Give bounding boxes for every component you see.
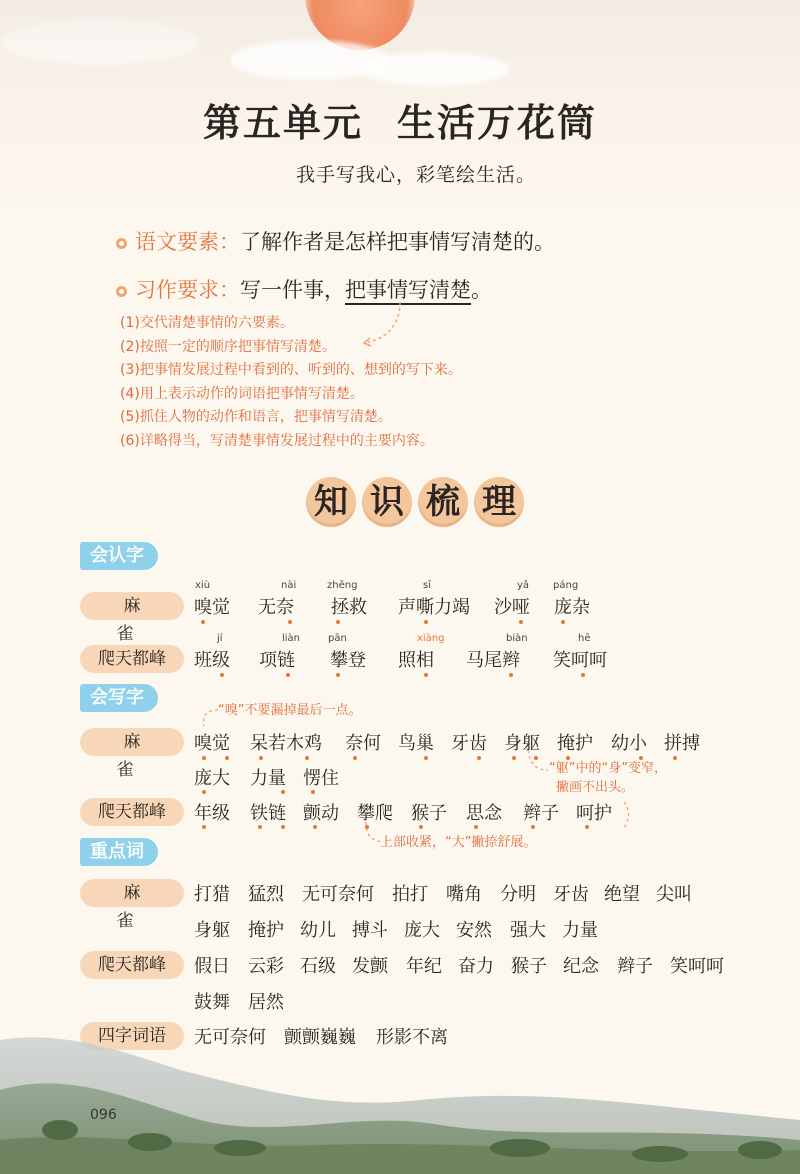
pinyin: xiù <box>195 580 211 591</box>
pinyin: páng <box>553 580 579 591</box>
vocab-word: 年级 <box>194 803 230 824</box>
vocab-word: 铁链 <box>250 803 286 824</box>
lesson-label-sparrow: 麻 雀 <box>80 879 184 907</box>
vocab-word: 猴子 <box>511 956 547 977</box>
requirement-language-element: 语文要素：了解作者是怎样把事情写清楚的。 <box>116 226 555 256</box>
vocab-word: 假日 <box>194 956 230 977</box>
pinyin: hē <box>578 633 591 644</box>
vocab-word: 打猎 <box>194 884 230 905</box>
note-line: (1)交代清楚事情的六要素。 <box>120 315 294 331</box>
vocab-word: 辫子 <box>523 803 559 824</box>
vocab-word: 力量 <box>562 920 598 941</box>
note-line: (5)抓住人物的动作和语言，把事情写清楚。 <box>120 409 392 425</box>
note-line: (3)把事情发展过程中看到的、听到的、想到的写下来。 <box>120 362 462 378</box>
vocab-word: 呵护 <box>576 803 612 824</box>
vocab-word: 鸟巢 <box>398 733 434 754</box>
vocab-word: 分明 <box>500 884 536 905</box>
annotation-line: 撇画不出头。 <box>556 780 635 795</box>
vocab-word: 云彩 <box>248 956 284 977</box>
vocab-word: 居然 <box>248 992 284 1013</box>
vocab-word: 拍打 <box>392 884 428 905</box>
vocab-word: 颤颤巍巍 <box>284 1027 356 1048</box>
vocab-word: 攀爬 <box>357 803 393 824</box>
note-line: (4)用上表示动作的词语把事情写清楚。 <box>120 385 364 402</box>
vocab-word: 形影不离 <box>376 1027 448 1048</box>
vocab-word: 牙齿 <box>451 733 487 754</box>
title-char: 理 <box>474 477 524 527</box>
tag-recognize-chars: 会认字 <box>80 542 158 570</box>
landscape-illustration <box>0 1030 800 1174</box>
title-char: 梳 <box>418 477 468 527</box>
vocab-word: 身躯 <box>504 733 540 754</box>
vocab-word: 奈何 <box>345 733 381 754</box>
vocab-word: 搏斗 <box>352 920 388 941</box>
vocab-word: 幼儿 <box>300 920 336 941</box>
vocab-word: 年纪 <box>406 956 442 977</box>
vocab-word: 辫子 <box>617 956 653 977</box>
tag-write-chars: 会写字 <box>80 684 158 712</box>
note-line: (6)详略得当，写清楚事情发展过程中的主要内容。 <box>120 432 434 449</box>
pinyin: nài <box>281 580 297 591</box>
vocab-word: 项链 <box>259 650 295 671</box>
vocab-word: 无可奈何 <box>194 1027 266 1048</box>
vocab-word: 绝望 <box>604 884 640 905</box>
lesson-label-sparrow: 麻 雀 <box>80 592 184 620</box>
annotation-xiu: “嗅”不要漏掉最后一点。 <box>218 703 362 718</box>
annotation-pan: 上部收紧，“大”撇捺舒展。 <box>380 835 537 850</box>
vocab-word: 拯救 <box>331 597 367 618</box>
vocab-word: 照相 <box>398 650 434 671</box>
pinyin: pān <box>328 633 347 644</box>
page-number: 096 <box>90 1107 117 1123</box>
vocab-word: 石级 <box>300 956 336 977</box>
vocab-word: 呆若木鸡 <box>250 733 322 754</box>
vocab-word: 强大 <box>510 920 546 941</box>
vocab-word: 发颤 <box>352 956 388 977</box>
annotation-line: “躯”中的“身”变窄， <box>549 761 667 776</box>
vocab-word: 攀登 <box>330 650 366 671</box>
pinyin: liàn <box>282 633 301 644</box>
pinyin: sī <box>423 580 431 591</box>
pinyin: biàn <box>506 633 528 644</box>
pinyin-highlight: xiàng <box>417 633 445 644</box>
unit-title: 第五单元 生活万花筒 <box>202 100 598 145</box>
vocab-word: 嗅觉 <box>194 733 230 754</box>
pinyin: yǎ <box>517 580 530 591</box>
pinyin: jí <box>217 633 223 644</box>
lesson-label-climbing: 爬天都峰 <box>80 951 184 979</box>
vocab-word: 幼小 <box>611 733 647 754</box>
title-char: 识 <box>362 477 412 527</box>
vocab-word: 无奈 <box>258 597 294 618</box>
unit-subtitle: 我手写我心，彩笔绘生活。 <box>296 164 537 186</box>
lesson-label-sparrow: 麻 雀 <box>80 728 184 756</box>
vocab-word: 奋力 <box>458 956 494 977</box>
vocab-word: 思念 <box>466 803 502 824</box>
tag-key-words: 重点词 <box>80 838 158 866</box>
vocab-word: 掩护 <box>557 733 593 754</box>
vocab-word: 纪念 <box>563 956 599 977</box>
pinyin: zhěng <box>327 580 358 591</box>
lesson-label-climbing: 爬天都峰 <box>80 645 184 673</box>
vocab-word: 颤动 <box>303 803 339 824</box>
vocab-word: 嘴角 <box>446 884 482 905</box>
vocab-word: 愣住 <box>303 768 339 789</box>
vocab-word: 笑呵呵 <box>553 650 607 671</box>
vocab-word: 拼搏 <box>664 733 700 754</box>
requirement-writing: 习作要求：写一件事，把事情写清楚。 <box>116 274 492 304</box>
vocab-word: 尖叫 <box>656 884 692 905</box>
vocab-word: 无可奈何 <box>302 884 374 905</box>
vocab-word: 牙齿 <box>553 884 589 905</box>
vocab-word: 力量 <box>250 768 286 789</box>
vocab-word: 声嘶力竭 <box>398 597 470 618</box>
vocab-word: 庞大 <box>404 920 440 941</box>
vocab-word: 掩护 <box>248 920 284 941</box>
vocab-word: 猴子 <box>411 803 447 824</box>
vocab-word: 庞大 <box>194 768 230 789</box>
note-line: (2)按照一定的顺序把事情写清楚。 <box>120 338 336 355</box>
vocab-word: 身躯 <box>194 920 230 941</box>
title-char: 知 <box>306 477 356 527</box>
vocab-word: 笑呵呵 <box>670 956 724 977</box>
lesson-label-idioms: 四字词语 <box>80 1022 184 1050</box>
vocab-word: 鼓舞 <box>194 992 230 1013</box>
vocab-word: 庞杂 <box>554 597 590 618</box>
vocab-word: 班级 <box>194 650 230 671</box>
vocab-word: 安然 <box>456 920 492 941</box>
vocab-word: 沙哑 <box>494 597 530 618</box>
vocab-word: 嗅觉 <box>194 597 230 618</box>
lesson-label-climbing: 爬天都峰 <box>80 798 184 826</box>
vocab-word: 马尾辫 <box>466 650 520 671</box>
vocab-word: 猛烈 <box>248 884 284 905</box>
